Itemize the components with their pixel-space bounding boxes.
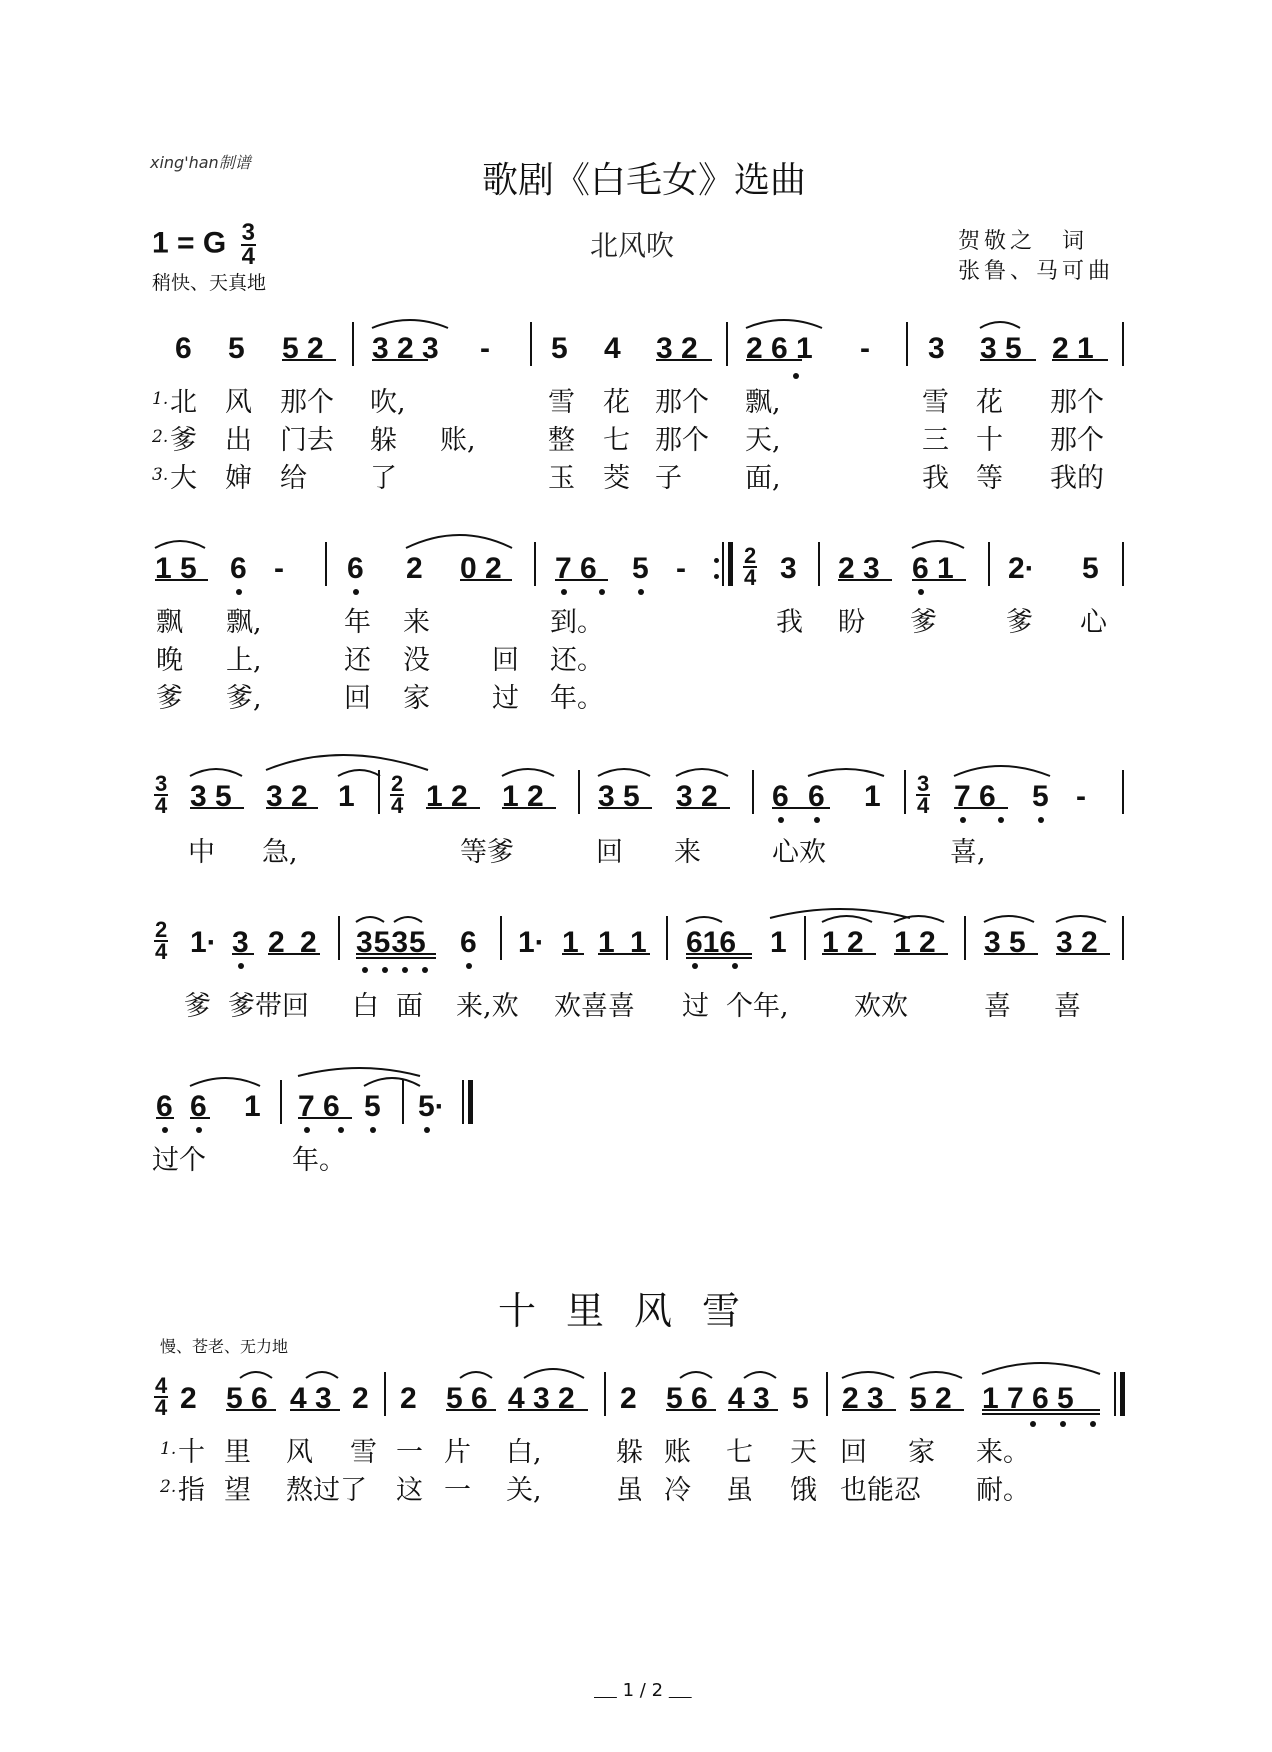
lyric: 那个: [655, 425, 709, 456]
lyric: 飘: [156, 607, 183, 638]
note-group: 3 2: [676, 780, 718, 813]
note-group: 2 3: [838, 552, 880, 585]
time-signature: $\frac{4}{4}$: [155, 1373, 168, 1420]
lyric: 等: [976, 463, 1003, 494]
lyric: 到。: [550, 607, 604, 638]
lyric: 欢喜喜: [554, 991, 635, 1022]
note-group: 3 2: [266, 780, 308, 813]
note-group: 2 1: [1052, 332, 1094, 365]
lyric: 我的: [1050, 463, 1104, 494]
lyric: 喜: [1054, 991, 1081, 1022]
note: 5: [632, 552, 649, 585]
lyric: 我: [776, 607, 803, 638]
lyric: 心: [1080, 607, 1107, 638]
note-group: 7 6: [555, 552, 597, 585]
lyric: 耐。: [976, 1475, 1030, 1506]
lyric: 花: [976, 387, 1003, 418]
lyric: 一: [396, 1437, 423, 1468]
song-title: 十里风雪: [498, 1289, 771, 1333]
note-group: 7 6: [298, 1090, 340, 1123]
lyric: 爹带回: [228, 991, 309, 1022]
note: 1: [864, 780, 881, 813]
lyric: 年。: [550, 683, 604, 714]
note-group: 7 6: [954, 780, 996, 813]
lyric: 白,: [506, 1437, 542, 1468]
lyric: 那个: [280, 387, 334, 418]
lyric: 过个: [152, 1145, 206, 1176]
lyric: 这: [396, 1475, 423, 1506]
lyric: 家: [908, 1437, 935, 1468]
time-signature: $\frac{3}{4}$: [917, 771, 930, 818]
note: 5: [1082, 552, 1099, 585]
note: 1·: [518, 926, 545, 959]
lyric: 熬过了: [286, 1475, 367, 1506]
note-group: 3 5: [190, 780, 232, 813]
note: 6: [460, 926, 477, 959]
lyric: 回: [596, 837, 623, 868]
lyric: 等爹: [460, 837, 514, 868]
note: 2: [352, 1382, 369, 1415]
note-group: 6 1: [912, 552, 954, 585]
lyric: 中: [188, 837, 215, 868]
note: 5: [792, 1382, 809, 1415]
lyric: 雪: [922, 387, 949, 418]
lyric: 饿: [790, 1475, 817, 1506]
note-group: 5 2: [910, 1382, 952, 1415]
note: 6: [808, 780, 825, 813]
lyric: 天: [790, 1437, 817, 1468]
lyric: 婶: [225, 463, 252, 494]
lyric: 雪: [350, 1437, 377, 1468]
lyric: 来,欢: [456, 991, 519, 1022]
note: 2·: [1008, 552, 1035, 585]
lyric: 那个: [1050, 425, 1104, 456]
lyric-line-verse-2: 2.: [152, 427, 169, 447]
note: 6: [175, 332, 192, 365]
note: 2: [406, 552, 423, 585]
lyric: 躲: [616, 1437, 643, 1468]
dash: -: [1076, 780, 1086, 813]
lyric: 了: [370, 463, 397, 494]
lyric: 白: [352, 991, 379, 1022]
note-group: 4 3: [290, 1382, 332, 1415]
note: 5·: [418, 1090, 445, 1123]
lyric: 欢欢: [854, 991, 908, 1022]
note: 5: [1032, 780, 1049, 813]
lyric: 过: [682, 991, 709, 1022]
note: 2: [268, 926, 285, 959]
page-number: 1 / 2: [622, 1680, 664, 1701]
lyric: 上,: [226, 645, 262, 676]
note-group: 3 5: [984, 926, 1026, 959]
lyric: 花: [603, 387, 630, 418]
note-group: 5 6: [226, 1382, 268, 1415]
note: 6: [230, 552, 247, 585]
lyric: 指: [178, 1475, 205, 1506]
lyric: 爹: [910, 607, 937, 638]
lyric: 面,: [745, 463, 781, 494]
lyric: 风: [286, 1437, 313, 1468]
note: 1: [562, 926, 579, 959]
composer-credit: 张鲁、马可曲: [958, 259, 1115, 284]
tempo-marking: 稍快、天真地: [152, 272, 267, 294]
lyric: 来: [674, 837, 701, 868]
lyric: 还。: [550, 645, 604, 676]
lyric: 一: [444, 1475, 471, 1506]
lyric: 喜: [984, 991, 1011, 1022]
lyric-line-verse-2: 2.: [160, 1477, 177, 1497]
note: 1: [244, 1090, 261, 1123]
lyric: 那个: [655, 387, 709, 418]
lyric: 雪: [548, 387, 575, 418]
note: 1: [598, 926, 615, 959]
note-group: 1 5: [155, 552, 197, 585]
lyric: 心欢: [772, 837, 826, 868]
lyric: 躲: [370, 425, 397, 456]
note-group: 5 6: [446, 1382, 488, 1415]
note-group: 616: [686, 926, 737, 959]
dash: -: [676, 552, 686, 585]
note-group: 5 2: [282, 332, 324, 365]
dash: -: [274, 552, 284, 585]
lyric: 年。: [292, 1145, 346, 1176]
time-signature: $\frac{3}{4}$: [155, 771, 168, 818]
note: 3: [232, 926, 249, 959]
lyric: 还: [344, 645, 371, 676]
note-group: 1 7 6 5: [982, 1382, 1074, 1415]
note-group: 1 2: [822, 926, 864, 959]
lyric: 来: [403, 607, 430, 638]
lyric: 我: [922, 463, 949, 494]
lyric: 急,: [262, 837, 298, 868]
lyric: 虽: [616, 1475, 643, 1506]
page-title: 歌剧《白毛女》选曲: [482, 160, 807, 201]
note-group: 1 2: [502, 780, 544, 813]
note-group: 3 2: [656, 332, 698, 365]
note-group: 4 3: [728, 1382, 770, 1415]
lyric: 给: [280, 463, 307, 494]
lyric: 回: [840, 1437, 867, 1468]
note-group: 1 2: [426, 780, 468, 813]
lyric: 三: [922, 425, 949, 456]
lyric: 年: [344, 607, 371, 638]
lyric: 吹,: [370, 387, 406, 418]
lyric: 大: [170, 463, 197, 494]
note: 3: [928, 332, 945, 365]
note: 2: [180, 1382, 197, 1415]
song-title: 北风吹: [590, 229, 675, 262]
key-signature: 1 = G $\frac{3}{4}$: [152, 219, 255, 270]
note-group: 3 2 3: [372, 332, 439, 365]
note: 5: [551, 332, 568, 365]
lyric: 没: [403, 645, 430, 676]
lyric: 爹: [1006, 607, 1033, 638]
tempo-marking: 慢、苍老、无力地: [160, 1337, 289, 1356]
lyric: 爹: [184, 991, 211, 1022]
note-group: 3 2: [1056, 926, 1098, 959]
dash: -: [860, 332, 870, 365]
time-signature: $\frac{2}{4}$: [155, 917, 168, 964]
note-group: 2 6 1: [746, 332, 813, 365]
lyric: 飘,: [226, 607, 262, 638]
note-group: 0 2: [460, 552, 502, 585]
lyric: 盼: [838, 607, 865, 638]
lyric: 那个: [1050, 387, 1104, 418]
lyric: 茭: [603, 463, 630, 494]
lyric: 关,: [506, 1475, 542, 1506]
note: 6: [156, 1090, 173, 1123]
lyric: 北: [170, 387, 197, 418]
note: 6: [347, 552, 364, 585]
lyric: 玉: [548, 463, 575, 494]
lyric: 七: [603, 425, 630, 456]
lyricist-credit: 贺敬之 词: [958, 229, 1089, 254]
note-group: 1 2: [894, 926, 936, 959]
lyric: 爹: [156, 683, 183, 714]
lyric: 十: [178, 1437, 205, 1468]
lyric: 账: [664, 1437, 691, 1468]
note: 1: [770, 926, 787, 959]
note: 6: [190, 1090, 207, 1123]
note: 1: [338, 780, 355, 813]
lyric: 也能忍: [840, 1475, 921, 1506]
note: 2: [300, 926, 317, 959]
note-group: 5 6: [666, 1382, 708, 1415]
note: 1: [630, 926, 647, 959]
note-group: 3 5: [980, 332, 1022, 365]
lyric: 整: [548, 425, 575, 456]
lyric: 喜,: [950, 837, 986, 868]
time-signature: $\frac{2}{4}$: [744, 543, 757, 590]
lyric: 片: [444, 1437, 471, 1468]
note: 1·: [190, 926, 217, 959]
lyric: 十: [976, 425, 1003, 456]
lyric: 过: [492, 683, 519, 714]
note: 3: [780, 552, 797, 585]
note: 2: [400, 1382, 417, 1415]
note: 2: [620, 1382, 637, 1415]
lyric: 冷: [664, 1475, 691, 1506]
lyric: 爹,: [226, 683, 262, 714]
note: 4: [604, 332, 621, 365]
lyric-line-verse-1: 1.: [152, 389, 169, 409]
lyric-line-verse-1: 1.: [160, 1439, 177, 1459]
note-group: 3535: [356, 926, 427, 959]
lyric: 子: [655, 463, 682, 494]
lyric: 七: [726, 1437, 753, 1468]
note: 6: [772, 780, 789, 813]
lyric: 个年,: [726, 991, 789, 1022]
dash: -: [480, 332, 490, 365]
lyric: 爹: [170, 425, 197, 456]
lyric: 天,: [745, 425, 781, 456]
lyric: 面: [396, 991, 423, 1022]
lyric: 望: [224, 1475, 251, 1506]
lyric-line-verse-3: 3.: [152, 465, 169, 485]
lyric: 来。: [976, 1437, 1030, 1468]
note: 5: [364, 1090, 381, 1123]
lyric: 虽: [726, 1475, 753, 1506]
lyric: 回: [344, 683, 371, 714]
lyric: 家: [403, 683, 430, 714]
lyric: 回: [492, 645, 519, 676]
note-group: 2 3: [842, 1382, 884, 1415]
lyric: 账,: [440, 425, 476, 456]
note-group: 3 5: [598, 780, 640, 813]
lyric: 里: [224, 1437, 251, 1468]
arranger-credit: xing'han制谱: [150, 153, 251, 172]
time-signature: $\frac{3}{4}$: [241, 219, 255, 270]
lyric: 晚: [156, 645, 183, 676]
note: 5: [228, 332, 245, 365]
lyric: 飘,: [745, 387, 781, 418]
note-group: 4 3 2: [508, 1382, 575, 1415]
lyric: 风: [225, 387, 252, 418]
time-signature: $\frac{2}{4}$: [391, 771, 404, 818]
lyric: 门去: [280, 425, 334, 456]
lyric: 出: [225, 425, 252, 456]
